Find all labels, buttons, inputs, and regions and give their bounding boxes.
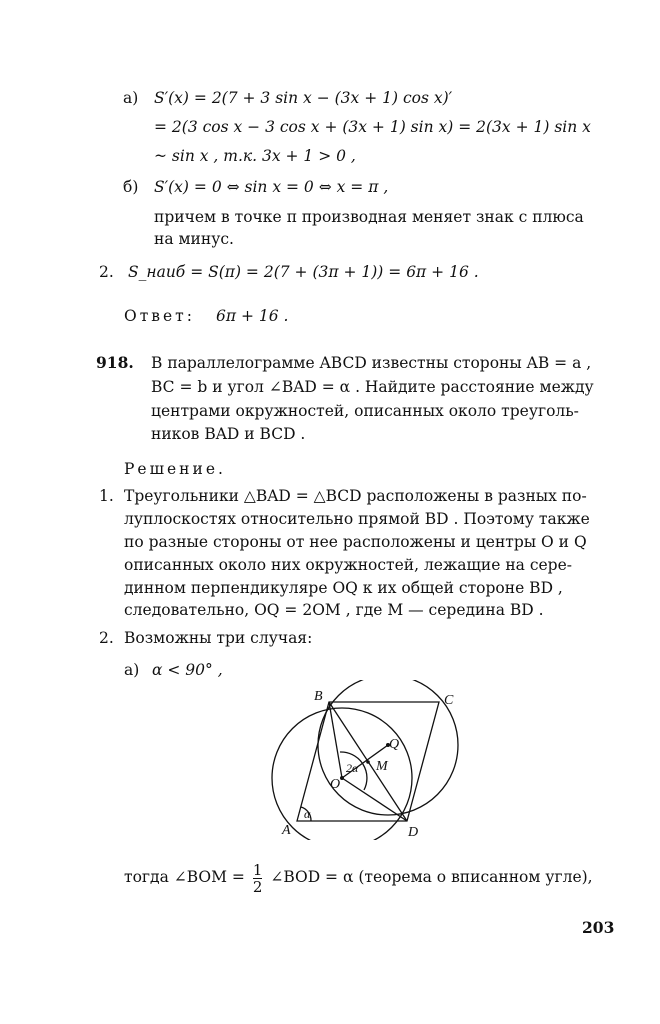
problem-line-2: BC = b и угол ∠BAD = α . Найдите расстояние между bbox=[151, 378, 594, 396]
radius-ob bbox=[329, 702, 342, 778]
label-alpha: α bbox=[304, 807, 311, 821]
circle-o bbox=[272, 708, 412, 840]
solution-item-1-line-2: луплоскостях относительно прямой BD . Поэтому также bbox=[124, 510, 590, 528]
solution-item-1-line-6: следовательно, OQ = 2OM , где M — середина BD . bbox=[124, 601, 544, 619]
problem-line-4: ников BAD и BCD . bbox=[151, 425, 306, 443]
label-d: D bbox=[408, 825, 419, 840]
part-b-line-1: S′(x) = 0 ⇔ sin x = 0 ⇔ x = π , bbox=[154, 178, 389, 196]
solution-item-1-label: 1. bbox=[99, 487, 114, 505]
label-m: M bbox=[376, 759, 388, 774]
solution-item-2-text: Возможны три случая: bbox=[124, 629, 313, 647]
solution-item-1-line-5: динном перпендикуляре OQ к их общей стороне BD , bbox=[124, 579, 563, 597]
bottom-prefix: тогда ∠BOM = bbox=[124, 868, 245, 886]
label-c: C bbox=[444, 693, 454, 708]
part-a-label: а) bbox=[123, 89, 139, 107]
solution-item-1-line-4: описанных около них окружностей, лежащие на сере- bbox=[124, 556, 573, 574]
answer-label: Ответ: bbox=[124, 307, 195, 325]
solution-item-1-line-3: по разные стороны от нее расположены и центры O и Q bbox=[124, 533, 587, 551]
solution-item-1-line-1: Треугольники △BAD = △BCD расположены в разных по- bbox=[124, 487, 587, 505]
problem-line-1: В параллелограмме ABCD известны стороны AB = a , bbox=[151, 354, 592, 372]
label-b: B bbox=[314, 689, 323, 704]
step-2-text: S_наиб = S(π) = 2(7 + (3π + 1)) = 6π + 16 . bbox=[128, 263, 479, 281]
case-a-label: а) bbox=[124, 661, 140, 679]
part-a-line-3: ~ sin x , т.к. 3x + 1 > 0 , bbox=[154, 147, 356, 165]
solution-item-2-label: 2. bbox=[99, 629, 114, 647]
case-a-text: α < 90° , bbox=[152, 661, 223, 679]
bottom-suffix: ∠BOD = α (теорема о вписанном угле), bbox=[270, 868, 593, 886]
problem-line-3: центрами окружностей, описанных около треуголь- bbox=[151, 402, 579, 420]
radius-od bbox=[342, 778, 407, 821]
circle-q bbox=[318, 680, 458, 815]
page-number: 203 bbox=[582, 918, 615, 937]
part-b-label: б) bbox=[123, 178, 139, 196]
problem-number: 918. bbox=[96, 353, 134, 372]
point-m bbox=[366, 760, 370, 764]
label-o: O bbox=[330, 777, 341, 792]
fraction-numerator: 1 bbox=[252, 860, 263, 879]
label-2alpha: 2α bbox=[346, 761, 359, 775]
answer-value: 6π + 16 . bbox=[216, 307, 289, 325]
part-b-line-2: причем в точке π производная меняет знак с плюса bbox=[154, 208, 584, 226]
step-2-label: 2. bbox=[99, 263, 114, 281]
solution-heading: Решение. bbox=[124, 460, 226, 478]
label-q: Q bbox=[389, 737, 400, 752]
point-o bbox=[340, 776, 344, 780]
parallelogram-diagram bbox=[268, 680, 478, 840]
part-a-line-2: = 2(3 cos x − 3 cos x + (3x + 1) sin x) = 2(3x + 1) sin x bbox=[154, 118, 591, 136]
bottom-formula bbox=[124, 860, 593, 895]
fraction-one-half bbox=[253, 862, 263, 895]
fraction-denominator: 2 bbox=[252, 877, 263, 896]
part-a-line-1: S′(x) = 2(7 + 3 sin x − (3x + 1) cos x)′ bbox=[154, 89, 453, 107]
part-b-line-3: на минус. bbox=[154, 230, 234, 248]
label-a: A bbox=[282, 823, 291, 838]
